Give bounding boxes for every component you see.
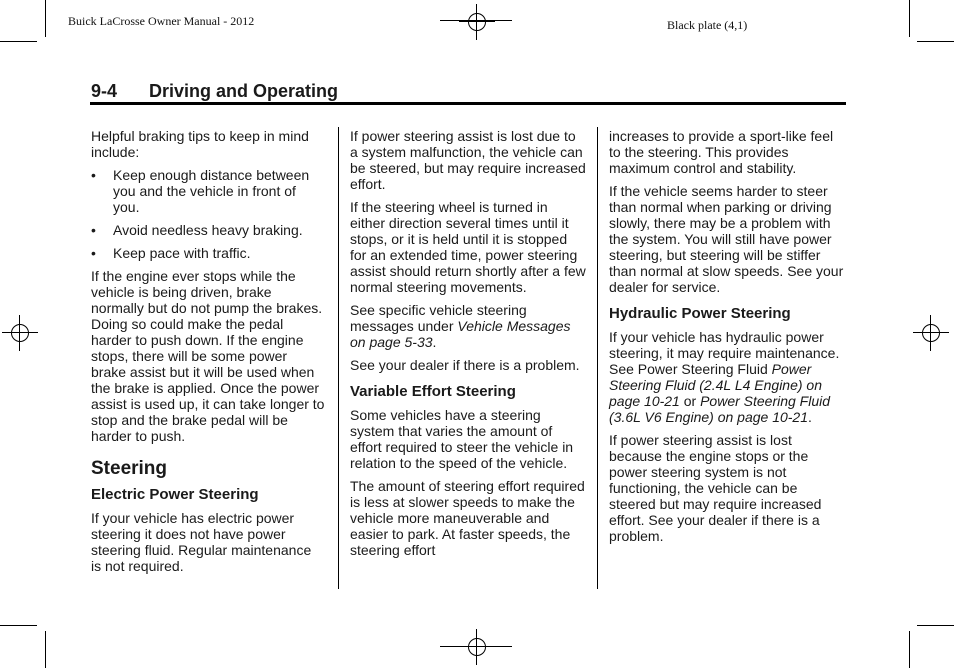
- vehicle-messages-paragraph: See specific vehicle steering messages under Vehicle Messages on page 5-33.: [350, 302, 571, 350]
- hydraulic-assist-lost-paragraph: If power steering assist is lost because the engine stops or the power steering system is not functioning, the vehicle can be steered but may require increased effort. See your dealer if there is a problem.: [609, 432, 822, 544]
- crop-mark: [45, 631, 46, 668]
- crop-mark: [0, 41, 37, 42]
- crop-mark: [917, 625, 954, 626]
- electric-power-steering-paragraph: If your vehicle has electric power steering it does not have power steering fluid. Regular maintenance is not required.: [91, 510, 312, 574]
- crop-mark: [909, 0, 910, 37]
- vehicle-messages-link[interactable]: Vehicle Messages on page 5-33: [350, 318, 571, 350]
- see-dealer-paragraph: See your dealer if there is a problem.: [350, 357, 580, 373]
- variable-effort-paragraph-2: The amount of steering effort required is less at slower speeds to make the vehicle more maneuverable and easier to park. At faster speeds, the steering effort: [350, 478, 585, 558]
- column-2: [350, 128, 586, 565]
- steering-heading: Steering: [91, 458, 168, 479]
- crop-mark: [909, 631, 910, 668]
- variable-effort-continued-paragraph: increases to provide a sport-like feel to the steering. This provides maximum control and stability.: [609, 128, 834, 176]
- assist-lost-paragraph: If power steering assist is lost due to a system malfunction, the vehicle can be steered, but may require increased effort.: [350, 128, 586, 192]
- header-rule: [90, 102, 846, 105]
- registration-mark-top-icon: [459, 4, 495, 40]
- list-item: • Keep enough distance between you and the vehicle in front of you.: [91, 167, 310, 215]
- harder-to-steer-paragraph: If the vehicle seems harder to steer than normal when parking or driving slowly, there may be a problem with the system. You will still have power steering, but steering will be stiffer than normal at slow speeds. See your dealer for service.: [609, 183, 844, 295]
- registration-mark-bottom-icon: [459, 629, 495, 665]
- electric-power-steering-heading: Electric Power Steering: [91, 486, 259, 503]
- registration-mark-right-icon: [913, 315, 949, 351]
- power-steering-fluid-3-6l-link[interactable]: Power Steering Fluid (3.6L V6 Engine) on page 10-21: [609, 393, 831, 425]
- column-divider: [597, 127, 598, 589]
- crop-mark: [0, 625, 37, 626]
- hydraulic-power-steering-heading: Hydraulic Power Steering: [609, 305, 791, 322]
- section-title: Driving and Operating: [149, 81, 339, 101]
- wheel-turned-paragraph: If the steering wheel is turned in either direction several times until it stops, or it is held until it is stopped for an extended time, power steering assist should return shortly after a few normal steering movements.: [350, 199, 586, 295]
- bullet-icon: •: [91, 222, 96, 238]
- running-header-left: Buick LaCrosse Owner Manual - 2012: [68, 14, 255, 28]
- variable-effort-steering-heading: Variable Effort Steering: [350, 383, 516, 400]
- column-1: [91, 128, 325, 581]
- braking-tips-intro: Helpful braking tips to keep in mind include:: [91, 128, 309, 160]
- crop-mark: [917, 41, 954, 42]
- list-item: • Keep pace with traffic.: [91, 245, 251, 261]
- column-divider: [338, 127, 339, 589]
- hydraulic-power-steering-paragraph: If your vehicle has hydraulic power steering, it may require maintenance. See Power Steering Fluid Power Steering Fluid (2.4L L4 Engine) on page 10-21 or Power Steering Fluid (3.6L V6 Engine) on page 10-21.: [609, 329, 840, 425]
- column-3: [609, 128, 847, 551]
- bullet-icon: •: [91, 167, 96, 183]
- variable-effort-paragraph-1: Some vehicles have a steering system that varies the amount of effort required to steer the vehicle in relation to the speed of the vehicle.: [350, 407, 574, 471]
- running-header-right: Black plate (4,1): [667, 18, 748, 32]
- engine-stops-paragraph: If the engine ever stops while the vehicle is being driven, brake normally but do not pump the brakes. Doing so could make the pedal harder to push down. If the engine stops, there will be some power brake assist but it will be used when the brake is applied. Once the power assist is used up, it can take longer to stop and the brake pedal will be harder to push.: [91, 268, 325, 444]
- bullet-icon: •: [91, 245, 96, 261]
- crop-mark: [45, 0, 46, 37]
- power-steering-fluid-2-4l-link[interactable]: Power Steering Fluid (2.4L L4 Engine) on page 10-21: [609, 361, 822, 409]
- list-item: • Avoid needless heavy braking.: [91, 222, 303, 238]
- registration-mark-left-icon: [2, 315, 38, 351]
- page-number: 9-4: [91, 81, 118, 101]
